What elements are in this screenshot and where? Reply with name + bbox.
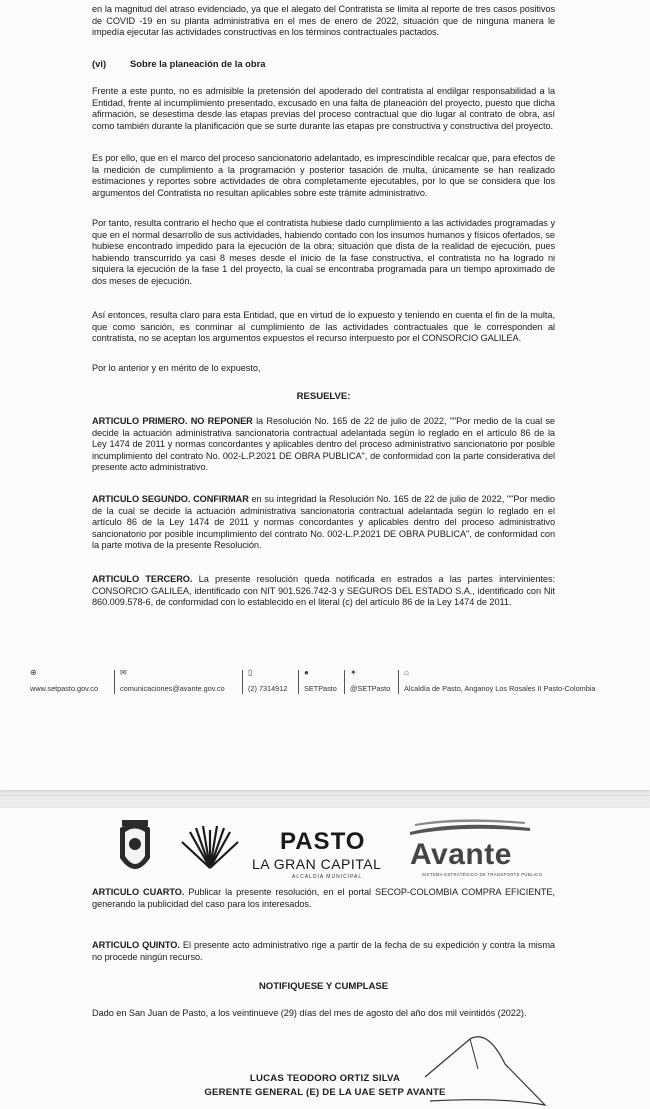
articulo-segundo-text: en su integridad la Resolución No. 165 de 22 de julio de 2022, ""Por medio de la cual se decide la actuación administrativa sancionatoria contractual adelantada según lo reglado en el artículo 86 de la Ley 1474 de 2011 y normas concordantes y aplicables dentro del proceso administrativo sancionatorio por posible incumplimiento del contrato No. 002-L.P.2021 DE OBRA PUBLICA", de conformidad con la parte motiva de la presente Resolución.: [92, 494, 555, 550]
section-heading: [92, 58, 265, 69]
mail-icon: ✉: [120, 668, 127, 677]
avante-emblem-icon: [410, 819, 530, 835]
footer-divider: [344, 670, 345, 694]
header-logos: [110, 818, 550, 882]
notifiquese-heading: NOTIFIQUESE Y CUMPLASE: [258, 981, 389, 992]
pasto-logo-tag: ALCALDÍA MUNICIPAL: [292, 874, 363, 880]
articulo-cuarto-text: Publicar la presente resolución, en el portal SECOP-COLOMBIA COMPRA EFICIENTE, generando la publicidad del caso para los interesados.: [92, 887, 556, 909]
footer-divider: [298, 670, 299, 694]
twitter-icon: ✦: [350, 668, 357, 677]
globe-icon: ⊕: [30, 668, 37, 677]
footer-facebook-text: SETPasto: [304, 684, 337, 693]
articulo-segundo-label: ARTICULO SEGUNDO. CONFIRMAR: [92, 494, 249, 504]
signer-name: LUCAS TEODORO ORTIZ SILVA: [249, 1073, 401, 1084]
articulo-tercero: [92, 574, 555, 609]
facebook-icon: ●: [304, 668, 309, 677]
paragraph-planeacion-3: Por tanto, resulta contrario el hecho que el contratista hubiese dado cumplimiento a las actividades programadas y que en el normal desarrollo de sus actividades, habiendo contado con los insumos humanos y físicos ofertados, se hubiese encontrado impedido para la ejecución de la obra; situación que dista de la realidad de ejecución, pues habiendo transcurrido ya casi 8 meses desde el inicio de la fase constructiva, el contratista no ha logrado ni siquiera la ejecución de la fase 1 del proyecto, la cual se encontraba programada para un tiempo aproximado de dos meses de ejecución.: [92, 218, 555, 286]
section-title: Sobre la planeación de la obra: [130, 58, 266, 69]
footer-email-text: comunicaciones@avante.gov.co: [120, 684, 225, 693]
page-separator: [0, 795, 650, 796]
articulo-segundo: [92, 494, 555, 552]
articulo-quinto: [92, 940, 555, 963]
paragraph-planeacion-2: Es por ello, que en el marco del proceso sancionatorio adelantado, es imprescindible recalcar que, para efectos de la medición de cumplimiento a la programación y posterior tasación de multa, únicamente se han realizado estimaciones y reportes sobre actividades de obra completamente ejecutables, por lo que se considera que los argumentos del Contratista no resultan aplicables sobre este trámite administrativo.: [92, 153, 555, 198]
articulo-quinto-label: ARTICULO QUINTO.: [92, 940, 180, 950]
footer-phone-text: (2) 7314912: [248, 684, 288, 693]
signer-title: GERENTE GENERAL (E) DE LA UAE SETP AVANTE: [204, 1087, 446, 1098]
paragraph-planeacion-1: Frente a este punto, no es admisible la pretensión del apoderado del contratista al endilgar responsabilidad a la Entidad, frente al incumplimiento presentado, excusado en una falta de planeación del proyecto, puesto que dicha afirmación, se desestima desde las etapas previas del proceso contractual que dio lugar al contrato de obra, así como también durante la planificación que se surte durante las etapas pre constructiva y constructiva del proyecto.: [92, 86, 555, 131]
section-number: (vi): [92, 58, 107, 69]
dado-paragraph: Dado en San Juan de Pasto, a los veintinueve (29) días del mes de agosto del año dos mil veintidós (2022).: [92, 1008, 527, 1018]
articulo-cuarto: [92, 887, 555, 910]
intro-paragraph: en la magnitud del atraso evidenciado, ya que el alegato del Contratista se limita al reporte de tres casos positivos de COVID -19 en su planta administrativa en el mes de enero de 2022, situación que de ninguna manera le impedía ejecutar las actividades constructivas en los términos contractuales pactados.: [92, 4, 555, 37]
footer-address-text: Alcaldía de Pasto, Anganoy Los Rosales II Pasto-Colombia: [404, 684, 596, 693]
avante-logo-subtitle: SISTEMA ESTRATÉGICO DE TRANSPORTE PÚBLICO: [422, 872, 543, 877]
coat-of-arms-icon: [120, 820, 150, 869]
pasto-logo-word: PASTO: [280, 828, 366, 855]
articulo-primero-text: la Resolución No. 165 de 22 de julio de 2022, ""Por medio de la cual se decide la actuación administrativa sancionatoria contractual adelantada según lo reglado en el artículo 86 de la Ley 1474 de 2011 y normas concordantes y aplicables dentro del proceso administrativo sancionatorio por posible incumplimiento del contrato No. 002-L.P.2021 DE OBRA PUBLICA", de conformidad con la parte considerativa del presente acto administrativo.: [92, 416, 555, 472]
articulo-quinto-text: El presente acto administrativo rige a partir de la fecha de su expedición y contra la misma no procede ningún recurso.: [92, 940, 555, 962]
phone-icon: ▯: [248, 668, 253, 677]
page-footer: [30, 668, 630, 698]
articulo-primero-label: ARTICULO PRIMERO. NO REPONER: [92, 416, 253, 426]
articulo-tercero-label: ARTICULO TERCERO.: [92, 574, 193, 584]
footer-divider: [398, 670, 399, 694]
articulo-primero: [92, 416, 555, 474]
articulo-tercero-text: La presente resolución queda notificada en estrados a las partes intervinientes: CONSORCIO GALILEA, identificado con NIT 901.526.742-3 y SEGUROS DEL ESTADO S.A., identificado con Nit 860.009.578-6, de conformidad con lo establecido en el literal (c) del artículo 86 de la Ley 1474 de 2011.: [92, 574, 556, 607]
resuelve-heading: RESUELVE:: [296, 391, 351, 402]
footer-twitter-text: @SETPasto: [350, 684, 391, 693]
pasto-logo-subtitle: LA GRAN CAPITAL: [252, 856, 382, 872]
footer-divider: [242, 670, 243, 694]
avante-logo-word: Avante: [410, 838, 512, 871]
footer-divider: [114, 670, 115, 694]
footer-website-text: www.setpasto.gov.co: [30, 684, 99, 693]
articulo-cuarto-label: ARTICULO CUARTO.: [92, 887, 185, 897]
home-icon: ⌂: [404, 668, 409, 677]
paragraph-planeacion-4: Así entonces, resulta claro para esta Entidad, que en virtud de lo expuesto y teniendo en cuenta el fin de la multa, que como sanción, es conminar al cumplimiento de las actividades contractuales que le corresponden al contratista, no se aceptan los argumentos expuestos el recurso interpuesto por el CONSORCIO GALILEA.: [92, 310, 555, 343]
pasto-emblem-icon: [182, 826, 238, 868]
paragraph-merito: Por lo anterior y en mérito de lo expuesto,: [92, 363, 261, 373]
